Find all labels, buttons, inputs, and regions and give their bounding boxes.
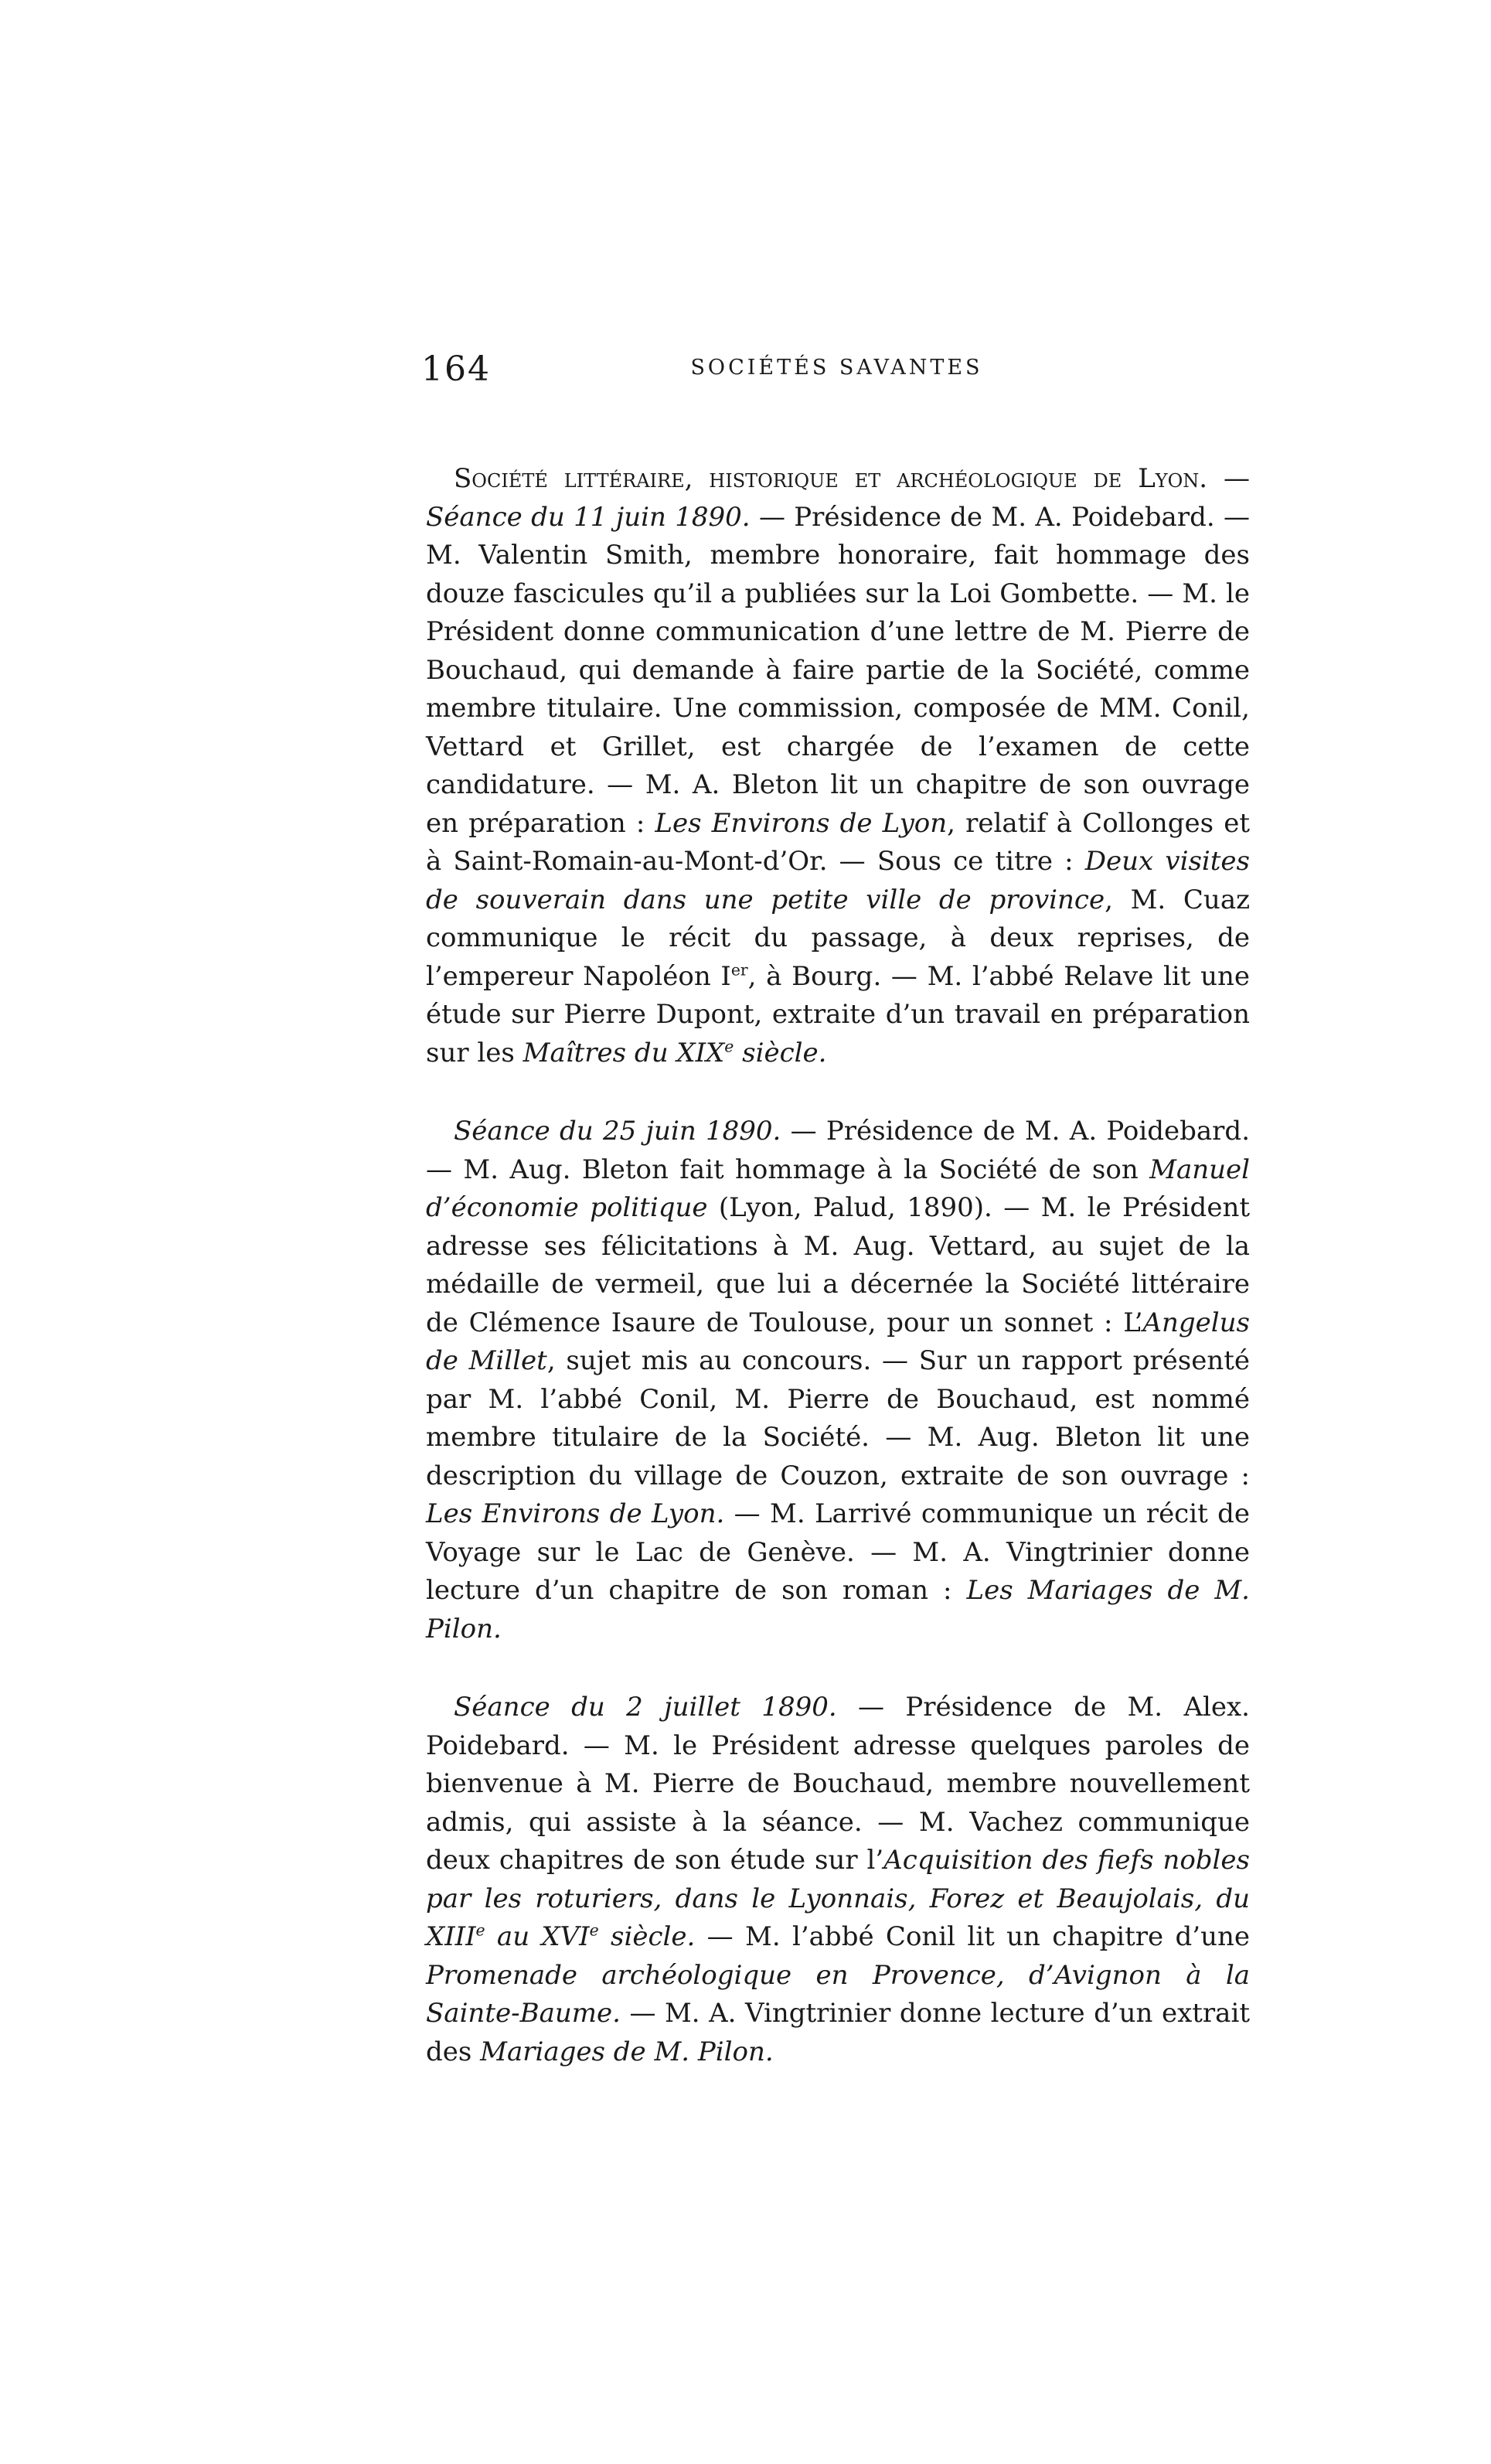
work-title: Les Environs de Lyon.	[426, 1498, 725, 1529]
seance-paragraph-2-juillet: Séance du 2 juillet 1890. — Présidence de M. Alex. Poidebard. — M. le Président adresse quelques paroles de bienvenue à M. Pierre de Bouchaud, membre nouvellement admis, qui assiste à la séance. — M. Vachez communique deux chapitres de son étude sur l’Acquisition des fiefs nobles par les roturiers, dans le Lyonnais, Forez et Beaujolais, du XIIIe au XVIe siècle. — M. l’abbé Conil lit un chapitre d’une Promenade archéologique en Provence, d’Avignon à la Sainte-Baume. — M. A. Vingtrinier donne lecture d’un extrait des Mariages de M. Pilon.	[426, 1692, 1251, 2067]
seance-title: Séance du 11 juin 1890.	[426, 501, 751, 533]
work-title: Mariages de M. Pilon.	[480, 2036, 774, 2067]
work-title: Acquisition des fiefs nobles par les roturiers, dans le Lyonnais, Forez et Beaujolais, du XIIIe au XVIe siècle.	[426, 1845, 1251, 1952]
running-title: SOCIÉTÉS SAVANTES	[690, 356, 983, 380]
work-title: Maîtres du XIXe siècle.	[523, 1037, 827, 1068]
work-title: Les Mariages de M. Pilon.	[426, 1575, 1250, 1644]
body-text	[426, 460, 1250, 2111]
page-number: 164	[421, 349, 491, 389]
work-title: Deux visites de souverain dans une petite ville de province	[426, 846, 1250, 915]
society-name: Société littéraire, historique et archéologique de Lyon.	[454, 463, 1208, 494]
work-title: Promenade archéologique en Provence, d’Avignon à la Sainte-Baume.	[426, 1959, 1250, 2029]
work-title: Angelus de Millet	[426, 1307, 1250, 1376]
page-header	[421, 349, 1252, 396]
seance-title: Séance du 25 juin 1890.	[454, 1116, 781, 1147]
seance-paragraph-25-juin: Séance du 25 juin 1890. — Présidence de M. A. Poidebard. — M. Aug. Bleton fait hommage à la Société de son Manuel d’économie politique (Lyon, Palud, 1890). — M. le Président adresse ses félicitations à M. Aug. Vettard, au sujet de la médaille de vermeil, que lui a décernée la Société littéraire de Clémence Isaure de Toulouse, pour un sonnet : L’Angelus de Millet, sujet mis au concours. — Sur un rapport présenté par M. l’abbé Conil, M. Pierre de Bouchaud, est nommé membre titulaire de la Société. — M. Aug. Bleton lit une description du village de Couzon, extraite de son ouvrage : Les Environs de Lyon. — M. Larrivé communique un récit de Voyage sur le Lac de Genève. — M. A. Vingtrinier donne lecture d’un chapitre de son roman : Les Mariages de M. Pilon.	[426, 1116, 1250, 1644]
seance-paragraph-11-juin: Société littéraire, historique et archéologique de Lyon. — Séance du 11 juin 1890. — Présidence de M. A. Poidebard. — M. Valentin Smith, membre honoraire, fait hommage des douze fascicules qu’il a publiées sur la Loi Gombette. — M. le Président donne communication d’une lettre de M. Pierre de Bouchaud, qui demande à faire partie de la Société, comme membre titulaire. Une commission, composée de MM. Conil, Vettard et Grillet, est chargée de l’examen de cette candidature. — M. A. Bleton lit un chapitre de son ouvrage en préparation : Les Environs de Lyon, relatif à Collonges et à Saint-Romain-au-Mont-d’Or. — Sous ce titre : Deux visites de souverain dans une petite ville de province, M. Cuaz communique le récit du passage, à deux reprises, de l’empereur Napoléon Ier, à Bourg. — M. l’abbé Relave lit une étude sur Pierre Dupont, extraite d’un travail en préparation sur les Maîtres du XIXe siècle.	[426, 463, 1251, 1068]
seance-title: Séance du 2 juillet 1890.	[454, 1692, 837, 1723]
work-title: Manuel d’économie politique	[426, 1154, 1250, 1223]
work-title: Les Environs de Lyon	[655, 807, 948, 839]
